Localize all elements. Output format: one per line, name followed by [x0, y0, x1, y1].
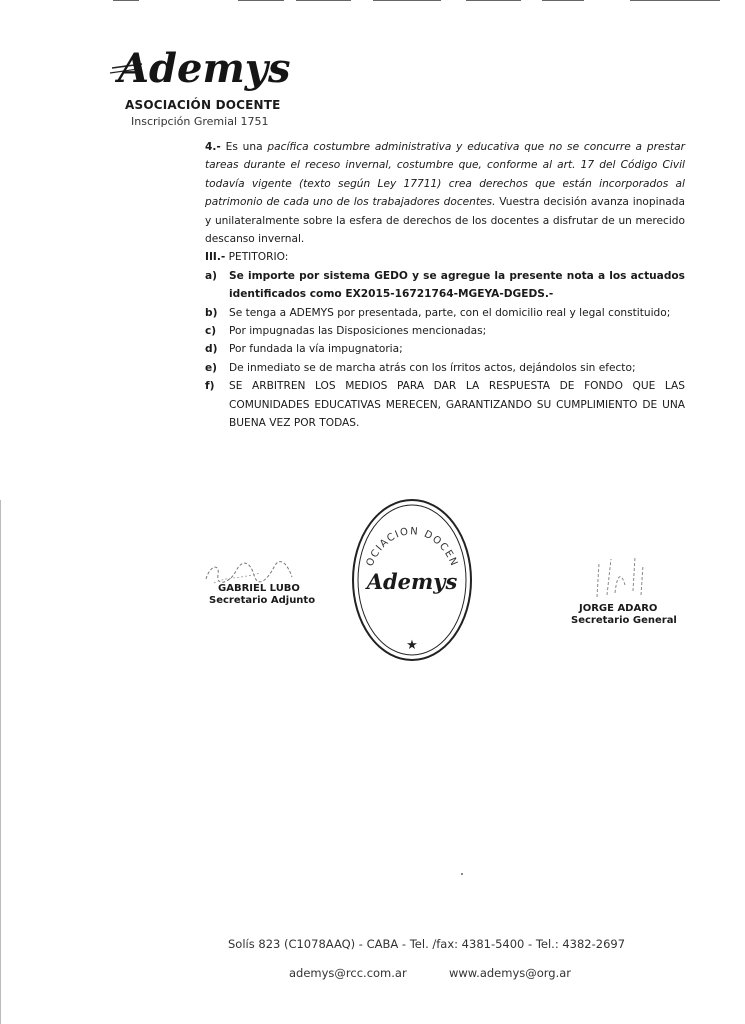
scan-line	[113, 0, 139, 1]
paragraph-text: Es una	[220, 141, 268, 153]
list-item	[205, 267, 685, 304]
signer-name: JORGE ADARO	[579, 603, 658, 614]
footer-email: ademys@rcc.com.ar	[289, 966, 407, 980]
svg-text:★: ★	[406, 638, 418, 653]
paragraph-italic-text: pacífica costumbre administrativa y educativa que no se concurre a prestar tareas durante el receso invernal, costumbre que, conforme al art. 17 del Código Civil todavía vigente (texto según Ley 17711) crea derechos que están incorporados al patrimonio de cada uno de los trabajadores docentes.	[205, 141, 685, 209]
list-item	[205, 359, 685, 377]
list-marker: f)	[205, 380, 215, 393]
list-item-text: De inmediato se de marcha atrás con los írritos actos, dejándolos sin efecto;	[229, 361, 636, 374]
petition-list	[205, 267, 685, 433]
ademys-logo	[108, 38, 308, 98]
list-item-text: SE ARBITREN LOS MEDIOS PARA DAR LA RESPUESTA DE FONDO QUE LAS COMUNIDADES EDUCATIVAS MERECEN, GARANTIZANDO SU CUMPLIMIENTO DE UNA BUENA VEZ POR TODAS.	[229, 380, 685, 430]
svg-text:Ademys: Ademys	[118, 45, 291, 92]
list-marker: a)	[205, 269, 217, 282]
signer-role: Secretario General	[571, 615, 677, 626]
signer-role: Secretario Adjunto	[209, 595, 316, 606]
scan-speck	[461, 873, 463, 875]
section-number: III.-	[205, 251, 226, 264]
paragraph-number: 4.-	[205, 141, 221, 153]
list-item	[205, 322, 685, 340]
list-marker: b)	[205, 306, 218, 319]
list-marker: e)	[205, 361, 218, 374]
scan-edge	[0, 500, 1, 1024]
scan-line	[238, 0, 284, 1]
list-item	[205, 377, 685, 432]
petitorio-heading	[205, 248, 685, 266]
org-registration: Inscripción Gremial 1751	[131, 115, 269, 128]
scan-line	[373, 0, 441, 1]
list-item	[205, 340, 685, 358]
footer-address: Solís 823 (C1078AAQ) - CABA - Tel. /fax: 4381-5400 - Tel.: 4382-2697	[228, 937, 626, 951]
list-item-text: Se importe por sistema GEDO y se agregue la presente nota a los actuados identificados como EX2015-16721764-MGEYA-DGEDS.-	[229, 269, 685, 301]
list-marker: d)	[205, 343, 218, 356]
org-name: ASOCIACIÓN DOCENTE	[125, 98, 281, 112]
svg-text:Ademys: Ademys	[366, 569, 458, 594]
list-item	[205, 304, 685, 322]
paragraph-4	[205, 138, 685, 248]
scan-line	[542, 0, 584, 1]
svg-text:ASOCIACION DOCENTE: OCIACION DOCEN	[364, 526, 460, 569]
paragraph-text: Vuestra decisión avanza inopinada y unilateralmente sobre la esfera de derechos de los docentes a disfrutar de un merecido descanso invernal.	[205, 196, 685, 246]
list-item-text: Por fundada la vía impugnatoria;	[229, 343, 403, 356]
organization-seal	[350, 497, 474, 663]
section-label: PETITORIO:	[225, 251, 289, 264]
signature-scrawl	[585, 545, 665, 605]
scan-line	[630, 0, 720, 1]
list-item-text: Por impugnadas las Disposiciones mencionadas;	[229, 325, 487, 338]
signer-name: GABRIEL LUBO	[218, 583, 300, 594]
footer-website: www.ademys@org.ar	[449, 966, 572, 980]
scan-line	[466, 0, 521, 1]
list-item-text: Se tenga a ADEMYS por presentada, parte, con el domicilio real y legal constituido;	[229, 306, 671, 319]
scan-line	[296, 0, 351, 1]
letter-body	[205, 138, 685, 433]
list-marker: c)	[205, 325, 217, 338]
